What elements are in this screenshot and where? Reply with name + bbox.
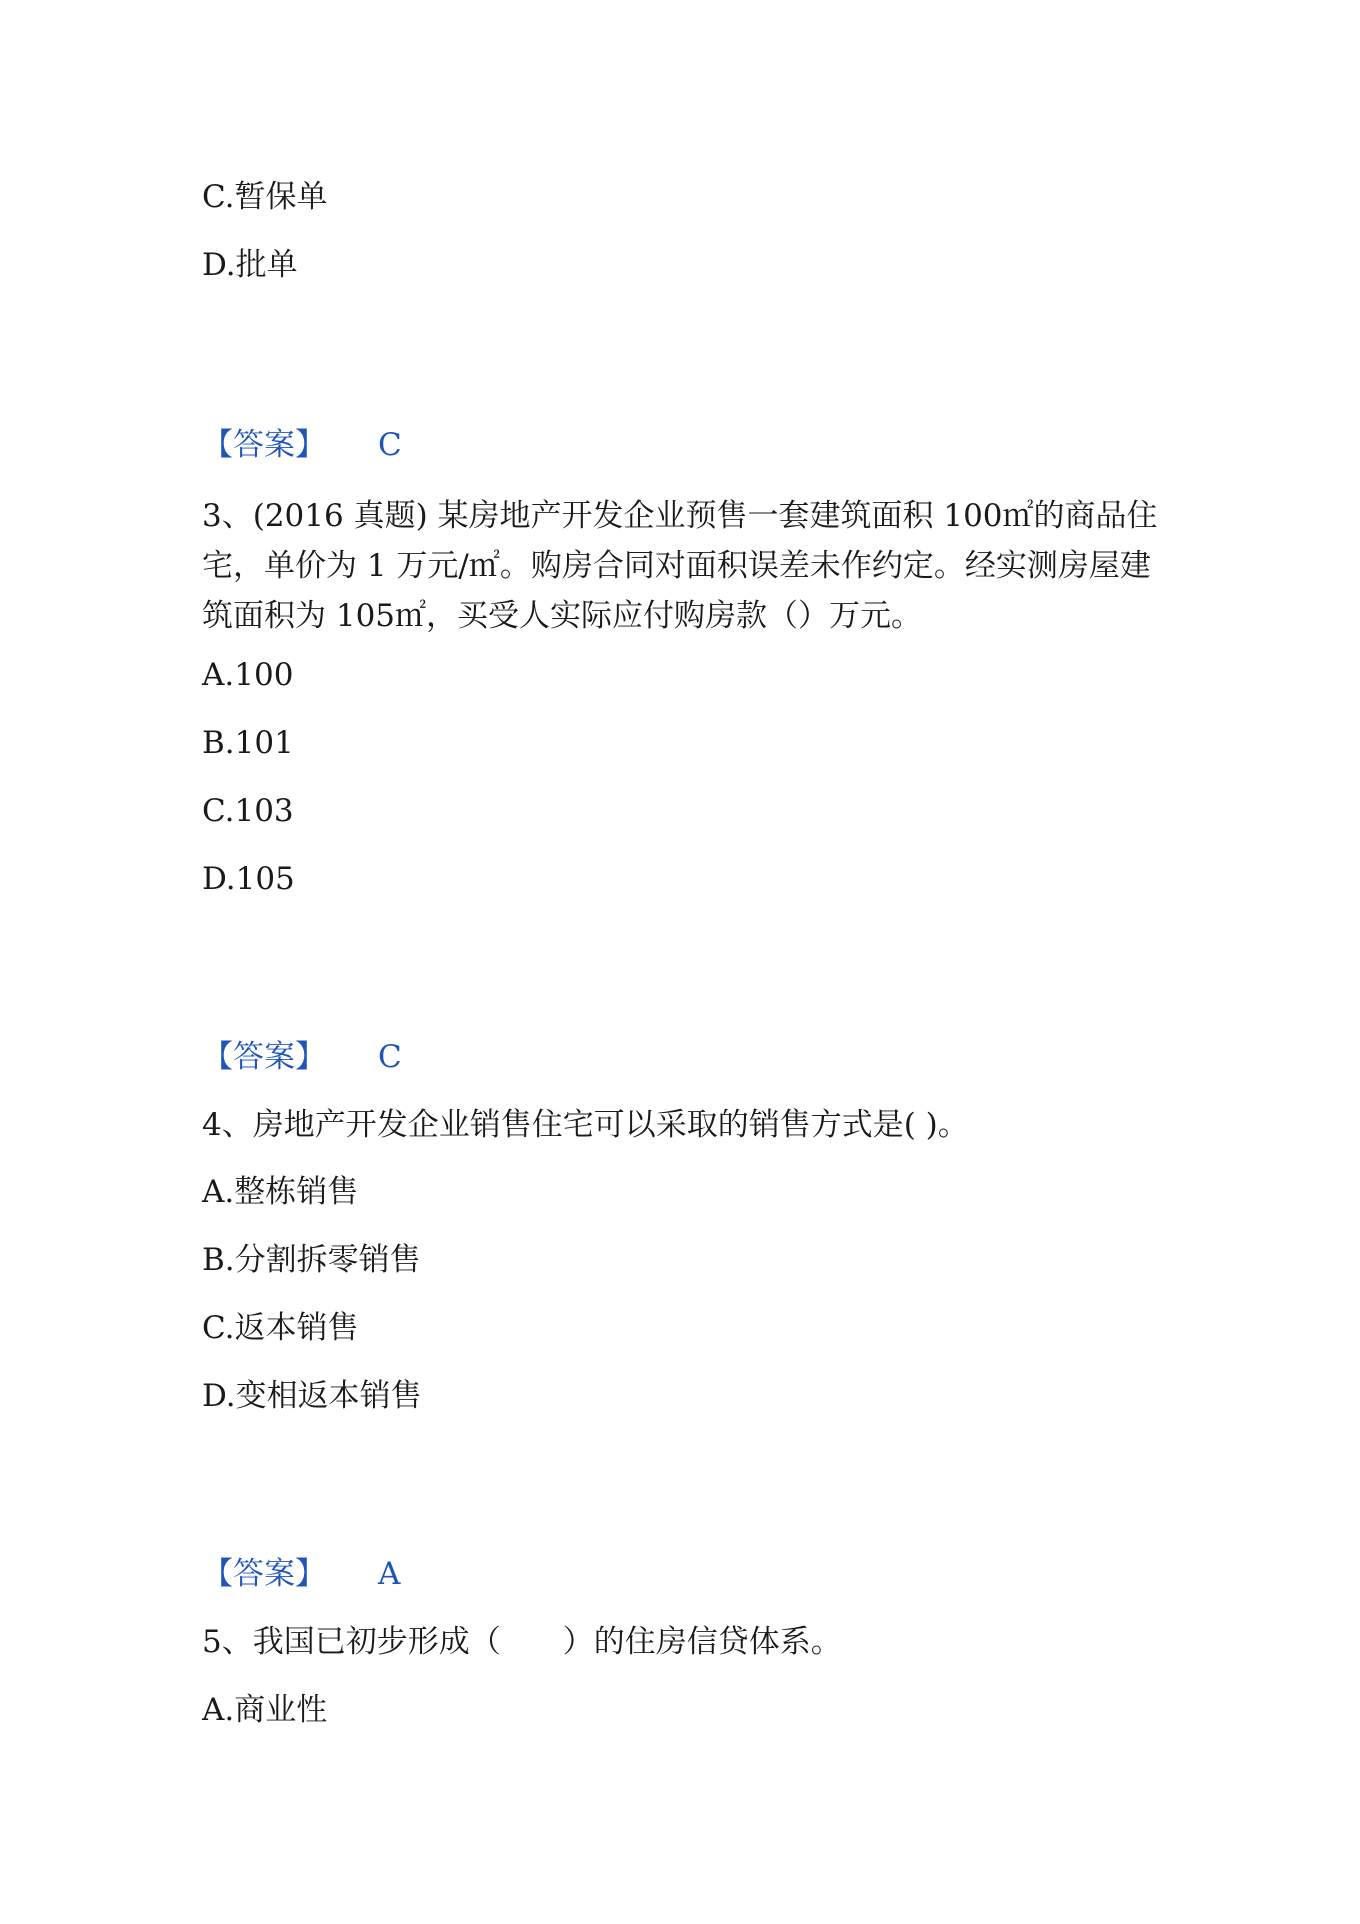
- option-c: C.返本销售: [202, 1310, 359, 1346]
- question-4-stem: 4、房地产开发企业销售住宅可以采取的销售方式是( )。: [202, 1107, 969, 1143]
- answer-label: 【答案】: [202, 1556, 326, 1592]
- answer-row: [202, 1557, 400, 1591]
- answer-row: [202, 1040, 402, 1074]
- option-a: A.100: [202, 657, 294, 693]
- answer-value: A: [378, 1556, 401, 1592]
- answer-label: 【答案】: [202, 1039, 326, 1075]
- question-3-stem: 3、(2016 真题) 某房地产开发企业预售一套建筑面积 100㎡的商品住宅，单价为 1 万元/㎡。购房合同对面积误差未作约定。经实测房屋建筑面积为 105㎡，买受人实际应付购房款（）万元。: [202, 498, 1158, 634]
- option-a: A.商业性: [202, 1692, 328, 1728]
- question-5-stem: 5、我国已初步形成（ ）的住房信贷体系。: [202, 1624, 842, 1660]
- option-d: D.105: [202, 861, 295, 897]
- answer-value: C: [378, 1039, 402, 1075]
- option-d: D.变相返本销售: [202, 1378, 422, 1414]
- answer-label: 【答案】: [202, 427, 326, 463]
- option-b: B.分割拆零销售: [202, 1242, 421, 1278]
- option-b: B.101: [202, 725, 294, 761]
- option-c: C.103: [202, 793, 294, 829]
- answer-value: C: [378, 427, 402, 463]
- option-a: A.整栋销售: [202, 1174, 359, 1210]
- option-d: D.批单: [202, 247, 298, 283]
- answer-row: [202, 428, 402, 462]
- option-c: C.暂保单: [202, 179, 328, 215]
